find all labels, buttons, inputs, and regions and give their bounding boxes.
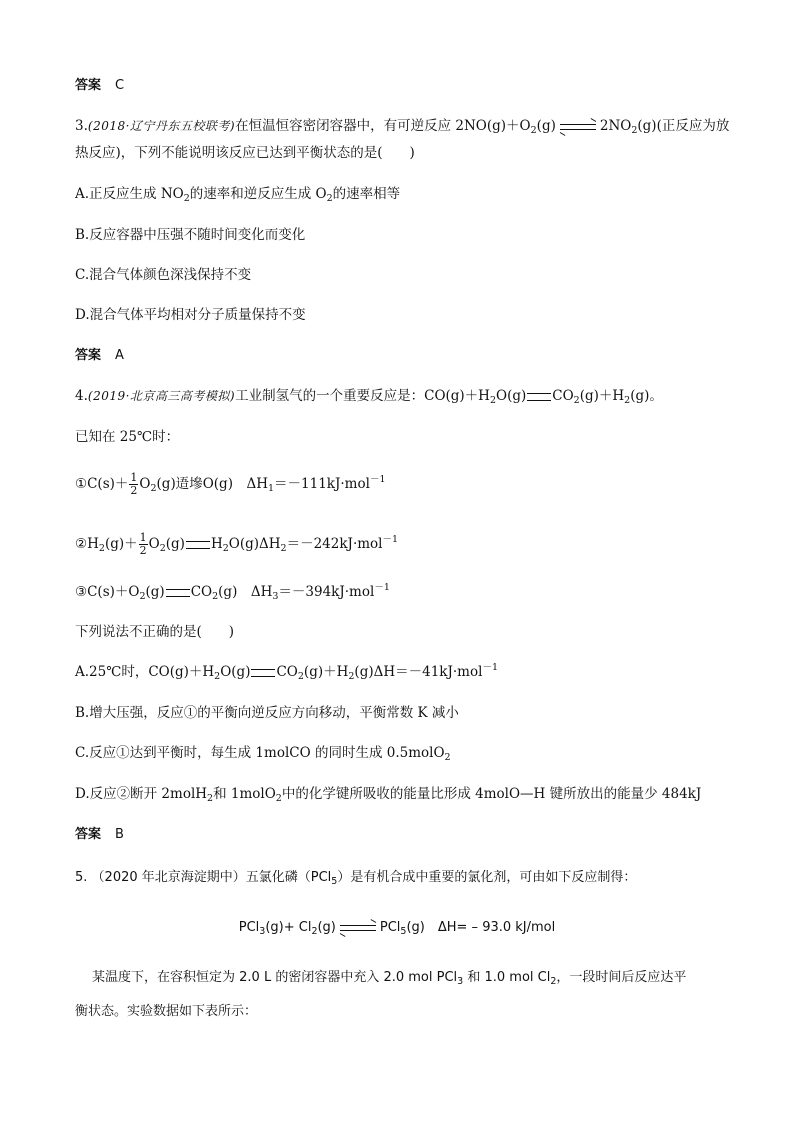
q4-option-a (75, 662, 744, 682)
sub: 2 (297, 671, 304, 682)
q3-source: (2018·辽宁丹东五校联考) (87, 119, 236, 133)
q3-option-b: B.反应容器中压强不随时间变化而变化 (75, 227, 306, 243)
equilibrium-arrow-icon (340, 923, 376, 933)
sub: 2 (183, 193, 190, 204)
q5-p1-a: 某温度下，在容积恒定为 2.0 L 的密闭容器中充入 2.0 mol PCl (92, 970, 458, 985)
eq1-a: ①C(s)＋ (75, 476, 129, 492)
equals-arrow-icon (251, 669, 275, 677)
q3-option-a (75, 184, 744, 204)
q4-eq3 (75, 582, 744, 602)
eq2-g: ＝－242kJ·mol (286, 536, 383, 552)
sub: 2 (444, 752, 451, 763)
q5-p1-c: ，一段时间后反应达平 (556, 970, 687, 985)
q3-stem-a: 在恒温恒容密闭容器中，有可逆反应 2NO(g)＋O (235, 118, 531, 134)
sub: 2 (150, 483, 157, 494)
q5-eq-c: (g) (317, 920, 336, 935)
sub: 2 (550, 976, 557, 987)
q4-eq1 (75, 472, 744, 497)
sub: 1 (267, 483, 275, 494)
sub: 2 (139, 591, 146, 602)
answer-label: 答案 (75, 827, 102, 842)
q4-known: 已知在 25℃时： (75, 429, 180, 445)
sub: 2 (275, 793, 282, 804)
sub: 2 (207, 793, 214, 804)
sub: 2 (631, 125, 638, 136)
answer-q4 (75, 825, 744, 845)
eq3-c: CO (190, 584, 213, 600)
q4-option-b: B.增大压强，反应①的平衡向逆反应方向移动，平衡常数 K 减小 (75, 705, 459, 721)
q5-eq-e: (g) ΔH= – 93.0 kJ/mol (406, 920, 556, 935)
frac-den: 2 (139, 544, 147, 557)
fraction (139, 532, 148, 557)
q4-stem (75, 386, 744, 406)
eq2-b: (g)＋ (104, 536, 138, 552)
sub: 5 (331, 876, 338, 887)
q4-stem-e: (g)。 (630, 388, 663, 404)
sub: 3 (259, 926, 266, 937)
sub: 3 (272, 591, 279, 602)
answer-q3 (75, 346, 744, 366)
frac-num: 1 (130, 471, 138, 484)
sub: 2 (98, 543, 105, 554)
answer-value: C (115, 78, 125, 93)
q4-stem-c: CO (552, 388, 574, 404)
q3-option-d: D.混合气体平均相对分子质量保持不变 (75, 307, 306, 323)
sub: 2 (326, 193, 333, 204)
q3-number: 3. (75, 118, 88, 134)
frac-den: 2 (130, 484, 138, 497)
q4a-b: O(g) (220, 664, 251, 680)
q4-stem-b: O(g) (496, 388, 527, 404)
eq3-a: ③C(s)＋O (75, 584, 140, 600)
sub: 2 (212, 591, 219, 602)
q4c-a: C.反应①达到平衡时，每生成 1molCO 的同时生成 0.5molO (75, 745, 445, 761)
answer-label: 答案 (75, 348, 102, 363)
sup: －1 (482, 662, 498, 673)
equals-arrow-icon (166, 589, 190, 597)
q4-source: (2019·北京高三高考模拟) (87, 389, 236, 403)
sub: 2 (348, 671, 355, 682)
sub: 2 (280, 543, 287, 554)
fraction (129, 472, 138, 497)
q3-a-b: 的速率和逆反应生成 O (189, 186, 327, 202)
q3-stem-line1 (75, 116, 744, 136)
q4a-e: (g)ΔH＝－41kJ·mol (354, 664, 483, 680)
q4-option-d (75, 784, 744, 804)
sub: 2 (222, 543, 229, 554)
eq1-d: O(g) ΔH (202, 476, 268, 492)
sub: 3 (457, 976, 464, 987)
sub: 2 (214, 671, 221, 682)
eq2-d: (g) (165, 536, 185, 552)
sub: 2 (530, 125, 537, 136)
eq2-f: O(g)ΔH (228, 536, 281, 552)
q3-stem-d: (g)(正反应为放 (637, 118, 730, 134)
answer-label: 答案 (75, 78, 102, 93)
equals-arrow-icon (186, 541, 210, 549)
sub: 2 (159, 543, 166, 554)
q4a-a: A.25℃时，CO(g)＋H (75, 664, 215, 680)
eq3-e: ＝－394kJ·mol (278, 584, 375, 600)
eq1-garble: 逜墋 (175, 476, 203, 492)
eq2-c: O (148, 536, 160, 552)
q4d-b: 和 1molO (213, 786, 276, 802)
sup: －1 (382, 534, 399, 545)
eq1-b: O (139, 476, 151, 492)
eq2-a: ②H (75, 536, 99, 552)
eq1-c: (g) (156, 476, 176, 492)
sub: 5 (400, 926, 407, 937)
q4a-d: (g)＋H (303, 664, 349, 680)
q4d-a: D.反应②断开 2molH (75, 786, 208, 802)
q5-stem-a: （2020 年北京海淀期中）五氯化磷（PCl (91, 870, 332, 885)
q4-stem-a: 工业制氢气的一个重要反应是：CO(g)＋H (235, 388, 490, 404)
q4d-c: 中的化学键所吸收的能量比形成 4molO—H 键所放出的能量少 484kJ (281, 786, 702, 802)
answer-value: A (115, 348, 124, 363)
q5-paragraph-line2: 衡状态。实验数据如下表所示： (75, 1004, 258, 1019)
q3-stem-line2: 热反应)，下列不能说明该反应已达到平衡状态的是( ) (75, 145, 415, 161)
sup: －1 (369, 474, 386, 485)
q5-eq-d: PCl (379, 920, 401, 935)
q4-question: 下列说法不正确的是( ) (75, 624, 235, 640)
sub: 2 (311, 926, 318, 937)
sup: －1 (374, 582, 390, 593)
eq1-e: ＝－111kJ·mol (274, 476, 370, 492)
answer-q2 (75, 76, 744, 96)
q5-p1-b: 和 1.0 mol Cl (467, 970, 551, 985)
q4-eq2 (75, 532, 744, 557)
sub: 2 (573, 395, 580, 406)
equilibrium-arrow-icon (560, 122, 596, 132)
sub: 2 (624, 395, 631, 406)
q4-option-c (75, 743, 744, 763)
q4a-c: CO (276, 664, 298, 680)
sub: 2 (489, 395, 497, 406)
q3-a-a: A.正反应生成 NO (75, 186, 184, 202)
eq3-b: (g) (145, 584, 165, 600)
eq3-d: (g) ΔH (218, 584, 273, 600)
q3-stem-c: 2NO (599, 118, 632, 134)
frac-num: 1 (139, 531, 147, 544)
q4-stem-d: (g)＋H (579, 388, 625, 404)
q5-eq-a: PCl (238, 920, 260, 935)
q5-number: 5. (75, 870, 88, 885)
eq2-e: H (210, 536, 223, 552)
q3-option-c: C.混合气体颜色深浅保持不变 (75, 267, 252, 283)
q5-equation (0, 918, 794, 938)
q3-stem-b: (g) (536, 118, 556, 134)
q5-eq-b: (g)+ Cl (265, 920, 312, 935)
q5-paragraph-line1 (92, 968, 744, 988)
q3-a-c: 的速率相等 (332, 186, 401, 202)
q5-stem (75, 868, 744, 888)
q4-number: 4. (75, 388, 88, 404)
equals-arrow-icon (527, 393, 551, 401)
answer-value: B (115, 827, 124, 842)
q5-stem-b: ）是有机合成中重要的氯化剂，可由如下反应制得： (337, 870, 637, 885)
